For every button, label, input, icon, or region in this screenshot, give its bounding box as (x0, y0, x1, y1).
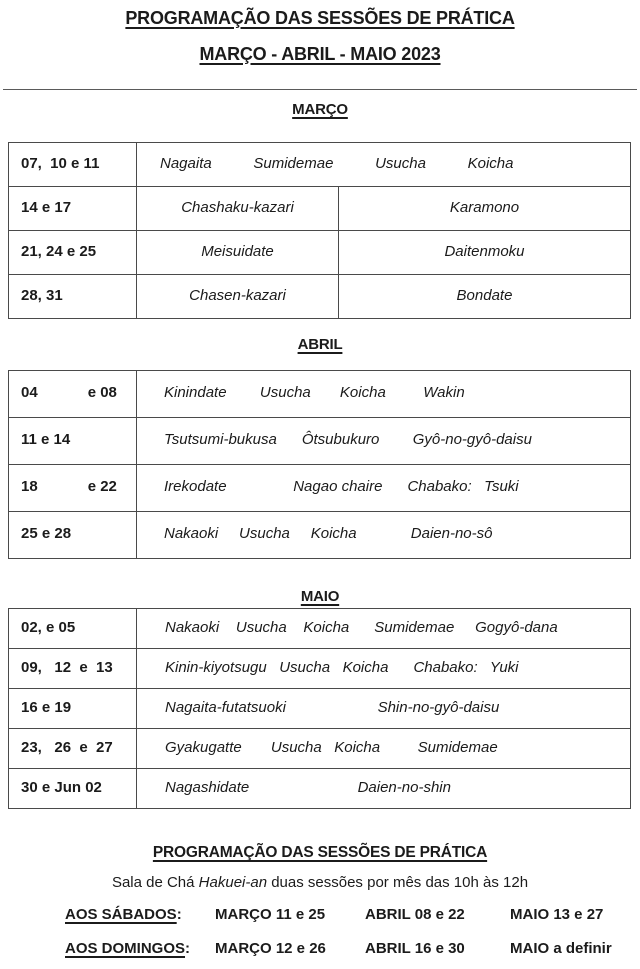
sundays-label-text: AOS DOMINGOS (65, 940, 186, 958)
content-cell: Meisuidate (136, 231, 338, 274)
content-cell: Nagaita-futatsuoki Shin-no-gyô-daisu (136, 689, 630, 728)
table-row (9, 511, 630, 558)
section-heading-abril (0, 336, 640, 355)
section-heading-marco (0, 101, 640, 120)
date-cell: 30 e Jun 02 (21, 779, 102, 797)
schedule-table-abril (8, 370, 631, 559)
sundays-abril: ABRIL 16 e 30 (365, 940, 465, 958)
content-cell: Nagaita Sumidemae Usucha Koicha (136, 143, 630, 186)
venue-suffix: duas sessões por mês das 10h às 12h (267, 873, 529, 891)
table-row (9, 274, 630, 318)
content-cell: Chasen-kazari (136, 275, 338, 318)
page-title (0, 0, 640, 30)
content-cell: Nakaoki Usucha Koicha Daien-no-sô (136, 512, 630, 558)
venue-prefix: Sala de Chá (111, 873, 199, 891)
date-cell: 11 e 14 (21, 431, 71, 449)
date-cell: 09, 12 e 13 (21, 659, 113, 677)
schedule-table-maio (8, 608, 631, 809)
content-cell: Chashaku-kazari (136, 187, 338, 230)
content-cell: Kinindate Usucha Koicha Wakin (136, 371, 630, 417)
content-cell: Karamono (338, 187, 630, 230)
section-heading-maio-text: MAIO (300, 587, 340, 605)
saturdays-label (65, 906, 215, 925)
date-cell: 02, e 05 (21, 619, 76, 637)
date-cell: 16 e 19 (21, 699, 72, 717)
sundays-marco: MARÇO 12 e 26 (215, 940, 326, 958)
content-cell: Nagashidate Daien-no-shin (136, 769, 630, 808)
page-subtitle-text: MARÇO - ABRIL - MAIO 2023 (199, 43, 441, 64)
table-row (9, 609, 630, 648)
page-subtitle (0, 43, 640, 66)
saturdays-label-text: AOS SÁBADOS (65, 906, 177, 924)
table-row (9, 143, 630, 186)
sundays-maio: MAIO a definir (510, 940, 612, 958)
table-row (9, 417, 630, 464)
date-cell: 23, 26 e 27 (21, 739, 113, 757)
date-cell: 14 e 17 (21, 198, 72, 216)
venue-name: Hakuei-an (198, 873, 268, 891)
saturdays-maio: MAIO 13 e 27 (510, 906, 604, 924)
table-row (9, 648, 630, 688)
footer-title (0, 843, 640, 862)
date-cell: 28, 31 (21, 286, 63, 304)
content-cell: Tsutsumi-bukusa Ôtsubukuro Gyô-no-gyô-daisu (136, 418, 630, 464)
date-cell: 07, 10 e 11 (21, 154, 100, 172)
saturdays-abril: ABRIL 08 e 22 (365, 906, 465, 924)
table-row (9, 728, 630, 768)
date-cell: 04 e 08 (21, 384, 117, 402)
date-cell: 25 e 28 (21, 525, 72, 543)
content-cell: Gyakugatte Usucha Koicha Sumidemae (136, 729, 630, 768)
content-cell: Bondate (338, 275, 630, 318)
table-row (9, 371, 630, 417)
saturdays-label-colon: : (176, 906, 182, 924)
sundays-label-colon: : (185, 940, 191, 958)
content-cell: Nakaoki Usucha Koicha Sumidemae Gogyô-dana (136, 609, 630, 648)
section-heading-maio (0, 588, 640, 607)
table-row (9, 186, 630, 230)
table-row (9, 464, 630, 511)
content-cell: Irekodate Nagao chaire Chabako: Tsuki (136, 465, 630, 511)
date-cell: 21, 24 e 25 (21, 242, 97, 260)
table-row (9, 768, 630, 808)
content-cell: Kinin-kiyotsugu Usucha Koicha Chabako: Yuki (136, 649, 630, 688)
date-cell: 18 e 22 (21, 478, 117, 496)
page-title-text: PROGRAMAÇÃO DAS SESSÕES DE PRÁTICA (125, 8, 515, 28)
saturdays-marco: MARÇO 11 e 25 (215, 906, 326, 924)
venue-line (0, 874, 640, 893)
section-heading-abril-text: ABRIL (297, 335, 343, 353)
sundays-row (65, 940, 640, 959)
saturdays-row (65, 906, 640, 925)
schedule-table-marco (8, 142, 631, 319)
table-row (9, 230, 630, 274)
section-heading-marco-text: MARÇO (292, 101, 348, 118)
footer-title-text: PROGRAMAÇÃO DAS SESSÕES DE PRÁTICA (152, 844, 488, 862)
content-cell: Daitenmoku (338, 231, 630, 274)
horizontal-divider (3, 89, 637, 90)
table-row (9, 688, 630, 728)
sundays-label (65, 940, 215, 959)
